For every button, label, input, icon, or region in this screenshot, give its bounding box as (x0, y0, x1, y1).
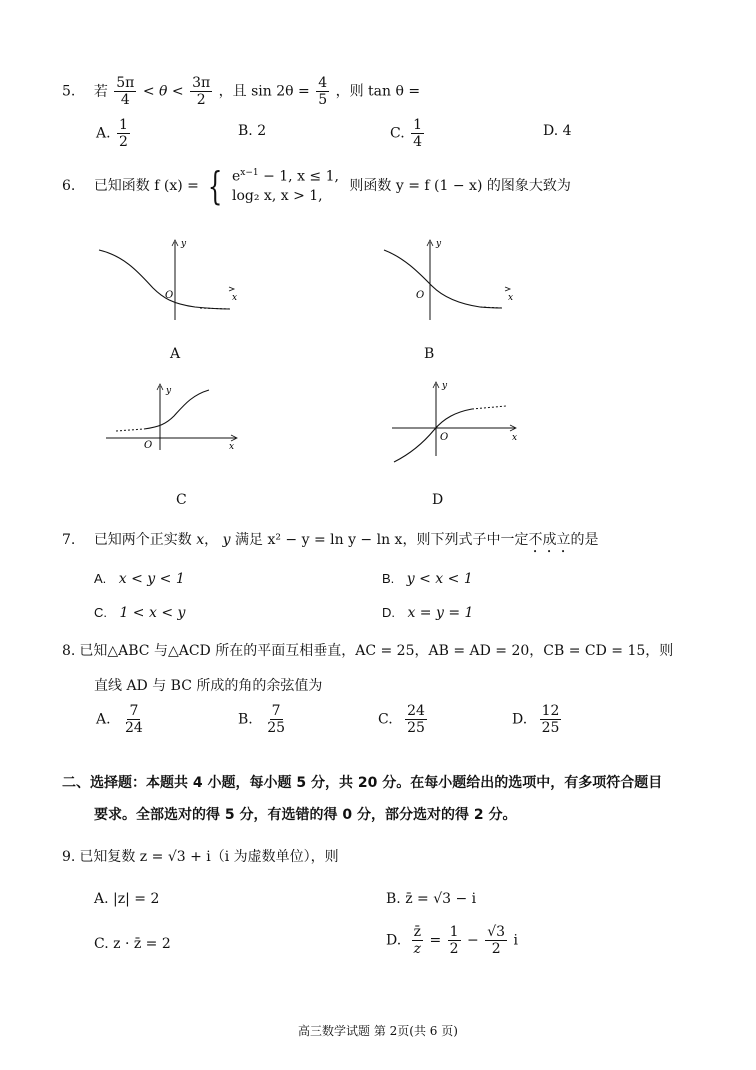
graph-d-x-label: x (512, 433, 518, 443)
q6-case1: $e^{x-1} - 1$, x ≤ 1, (232, 168, 339, 185)
q9-stem: 9. 已知复数 z = √3 + i（i 为虚数单位），则 (62, 849, 339, 865)
q5-option-d: D. 4 (543, 123, 572, 139)
q5-theta: θ (159, 83, 168, 100)
q6-ask: 则函数 y = f (1 − x) 的图象大致为 (349, 178, 571, 195)
q5-sin-condition: ，且 sin 2θ = (218, 83, 310, 100)
graph-b-label: B (424, 346, 435, 362)
graph-b-x-arrow (505, 287, 510, 291)
graph-b (380, 236, 540, 326)
section-2-line1: 二、选择题：本题共 4 小题，每小题 5 分，共 20 分。在每小题给出的选项中，有多项符合题目 (62, 775, 663, 791)
q9-number: 9. (62, 849, 76, 865)
graph-d-origin: O (440, 432, 449, 443)
graph-c-x-label: x (229, 442, 235, 452)
q7-option-d: D. x = y = 1 (382, 605, 474, 621)
q7-option-c: C. 1 < x < y (94, 605, 186, 621)
graph-d-label: D (432, 492, 444, 508)
graph-c-y-label: y (166, 386, 172, 396)
section-2-line2: 要求。全部选对的得 5 分，有选错的得 0 分，部分选对的得 2 分。 (94, 807, 517, 823)
q5-stem: 5. 若 $\frac{5\pi}{4}$ < θ < $\frac{3\pi}{2}$ ，且 sin 2θ = $\frac{4}{5}$ ，则 tan θ = (62, 75, 421, 108)
graph-a-y-label: y (181, 239, 187, 249)
q6-stem (62, 164, 571, 209)
graph-d-y-label: y (442, 381, 448, 391)
graph-a-label: A (170, 346, 181, 362)
q5-lead: 若 (93, 83, 108, 100)
q8-number: 8. (62, 643, 76, 659)
q8-line1: 8. 已知△ABC 与△ACD 所在的平面互相垂直，AC = 25，AB = AD = 20，CB = CD = 15，则 (62, 643, 674, 659)
q8-option-a: A. $\frac{7}{24}$ (96, 703, 143, 736)
graph-a-x-arrow (229, 287, 234, 291)
graph-b-curve (384, 250, 502, 308)
q6-case2: log₂ x, x > 1, (232, 187, 323, 204)
q8-line2: 直线 AD 与 BC 所成的角的余弦值为 (94, 678, 323, 694)
q5-option-b: B. 2 (238, 123, 267, 139)
q9-option-d: D. $\frac{z̄}{z}$ = $\frac{1}{2}$ − $\frac{√3}{2}$ i (386, 924, 518, 957)
graph-d (390, 378, 530, 468)
q5-option-a: A. $\frac{1}{2}$ (96, 117, 128, 150)
graph-a (95, 236, 255, 326)
q6-number: 6. (62, 178, 76, 195)
page-footer: 高三数学试题 第 2页(共 6 页) (298, 1024, 458, 1038)
q5-frac-4-5: $\frac{4}{5}$ (318, 75, 328, 108)
graph-b-y-label: y (436, 239, 442, 249)
graph-c (104, 380, 254, 460)
q5-number: 5. (62, 83, 76, 100)
q8-option-b: B. $\frac{7}{25}$ (238, 703, 286, 736)
q5-ask: ，则 tan θ = (335, 83, 421, 100)
q8-option-c: C. $\frac{24}{25}$ (378, 703, 425, 736)
q8-option-d: D. $\frac{12}{25}$ (512, 703, 560, 736)
q5-frac-5pi-4: $\frac{5\pi}{4}$ (116, 75, 135, 108)
graph-d-curve (394, 409, 472, 462)
q7-stem: 7. 已知两个正实数 x， y 满足 x² − y = ln y − ln x，则下列式子中一定不成立的是 (62, 532, 599, 548)
q7-option-a: A. x < y < 1 (94, 571, 185, 587)
graph-b-origin: O (416, 290, 425, 301)
q9-option-a: A. |z| = 2 (94, 891, 160, 907)
graph-a-origin: O (165, 290, 174, 301)
q6-cases (232, 167, 339, 205)
q7-emphasis: 不成立 (528, 532, 571, 548)
graph-c-curve (144, 390, 209, 429)
q7-option-b: B. y < x < 1 (382, 571, 473, 587)
graph-b-x-label: x (508, 293, 514, 303)
graph-c-label: C (176, 492, 187, 508)
q9-option-b: B. z̄ = √3 − i (386, 891, 477, 907)
q7-number: 7. (62, 532, 76, 548)
q6-lead: 已知函数 f (x) = (93, 178, 199, 195)
q5-frac-3pi-2: $\frac{3\pi}{2}$ (192, 75, 211, 108)
graph-a-x-label: x (232, 293, 238, 303)
q5-option-c: C. $\frac{1}{4}$ (390, 117, 423, 150)
piecewise-brace-icon: { (208, 164, 223, 209)
graph-c-origin: O (144, 440, 153, 451)
q9-option-c: C. z · z̄ = 2 (94, 936, 171, 952)
